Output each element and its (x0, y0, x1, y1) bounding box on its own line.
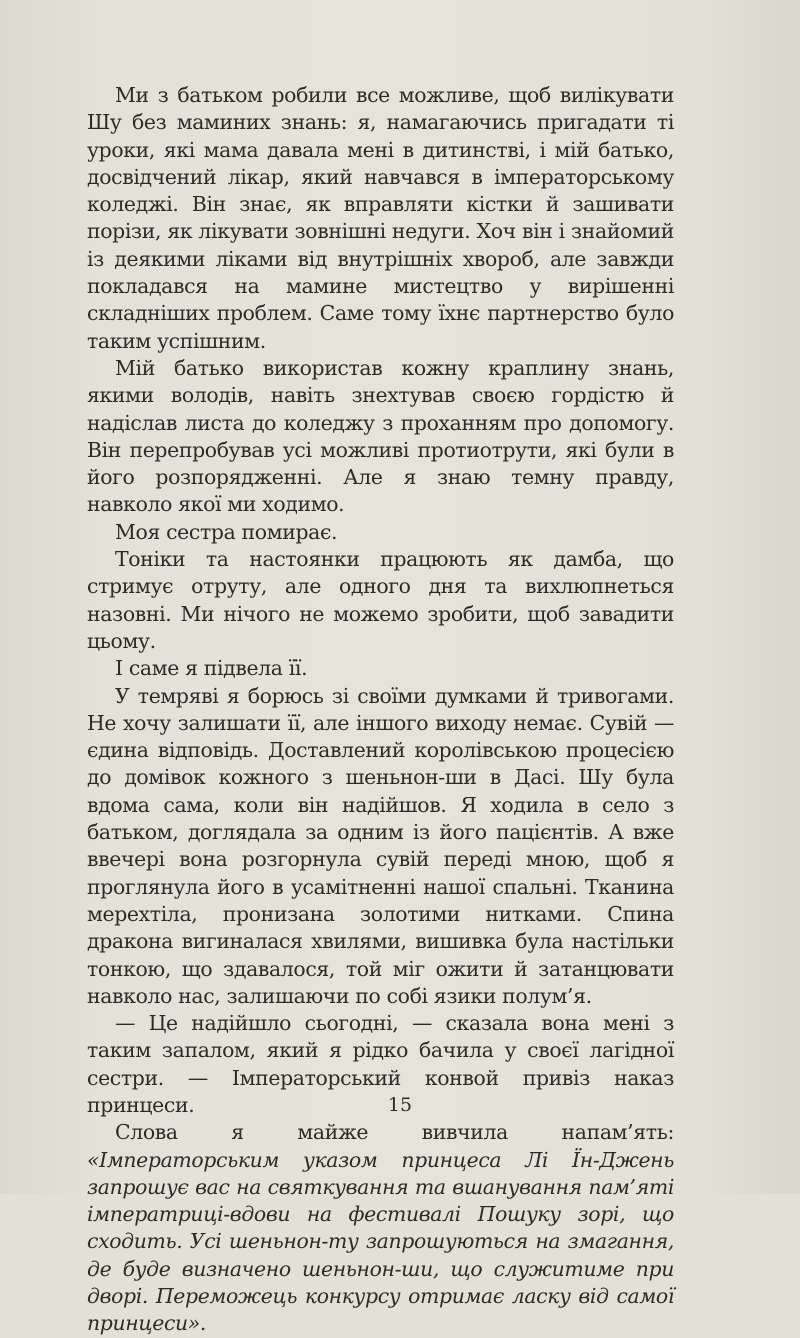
paragraph-8-intro: Слова я майже вивчила напам’ять: (115, 1120, 674, 1145)
paragraph-4: Тоніки та настоянки працюють як дамба, що стримує отруту, але одного дня та вихлюпнеться назовні. Ми нічого не можемо зробити, щоб завадити цьому. (87, 547, 674, 653)
paragraph-6: У темряві я борюсь зі своїми думками й тривогами. Не хочу залишати її, але іншого виходу немає. Сувій — єдина відповідь. Доставлений королівською процесією до домівок кожного з шеньнон-ши в Дасі. Шу була вдома сама, коли він надійшов. Я ходила в село з батьком, доглядала за одним із його пацієнтів. А вже ввечері вона розгорнула сувій переді мною, щоб я проглянула його в усамітненні нашої спальні. Тканина мерехтіла, пронизана золотими нитками. Спина дракона вигиналася хвилями, вишивка була настільки тонкою, що здавалося, той міг ожити й затанцювати навколо нас, залишаючи по собі язики полум’я. (87, 683, 674, 1008)
body-text (87, 82, 674, 1338)
paragraph-1: Ми з батьком робили все можливе, щоб вилікувати Шу без маминих знань: я, намагаючись пригадати ті уроки, які мама давала мені в дитинстві, і мій батько, досвідчений лікар, який навчався в імператорському коледжі. Він знає, як вправляти кістки й зашивати порізи, як лікувати зовнішні недуги. Хоч він і знайомий із деякими ліками від внутрішніх хвороб, але завжди покладався на мамине мистецтво у вирішенні складніших проблем. Саме тому їхнє партнерство було таким успішним. (87, 83, 674, 353)
page-number: 15 (387, 1094, 413, 1116)
paragraph-7: — Це надійшло сьогодні, — сказала вона мені з таким запалом, який я рідко бачила у своєї лагідної сестри. — Імператорський конвой привіз наказ принцеси. (87, 1011, 674, 1117)
paragraph-5: І саме я підвела її. (115, 656, 308, 681)
paragraph-3: Моя сестра помирає. (115, 519, 338, 544)
paragraph-8 (87, 1119, 674, 1337)
scroll-quote: «Імператорським указом принцеса Лі Їн-Джень запрошує вас на святкування та вшанування пам’яті імператриці-вдови на фестивалі Пошуку зорі, що сходить. Усі шеньнон-ту запрошуються на змагання, де буде визначено шеньнон-ши, що служитиме при дворі. Переможець конкурсу отримає ласку від самої принцеси». (87, 1147, 674, 1336)
paragraph-2: Мій батько використав кожну краплину знань, якими володів, навіть знехтував своєю гордістю й надіслав листа до коледжу з проханням про допомогу. Він перепробував усі можливі протиотрути, які були в його розпорядженні. Але я знаю темну правду, навколо якої ми ходимо. (87, 355, 674, 517)
